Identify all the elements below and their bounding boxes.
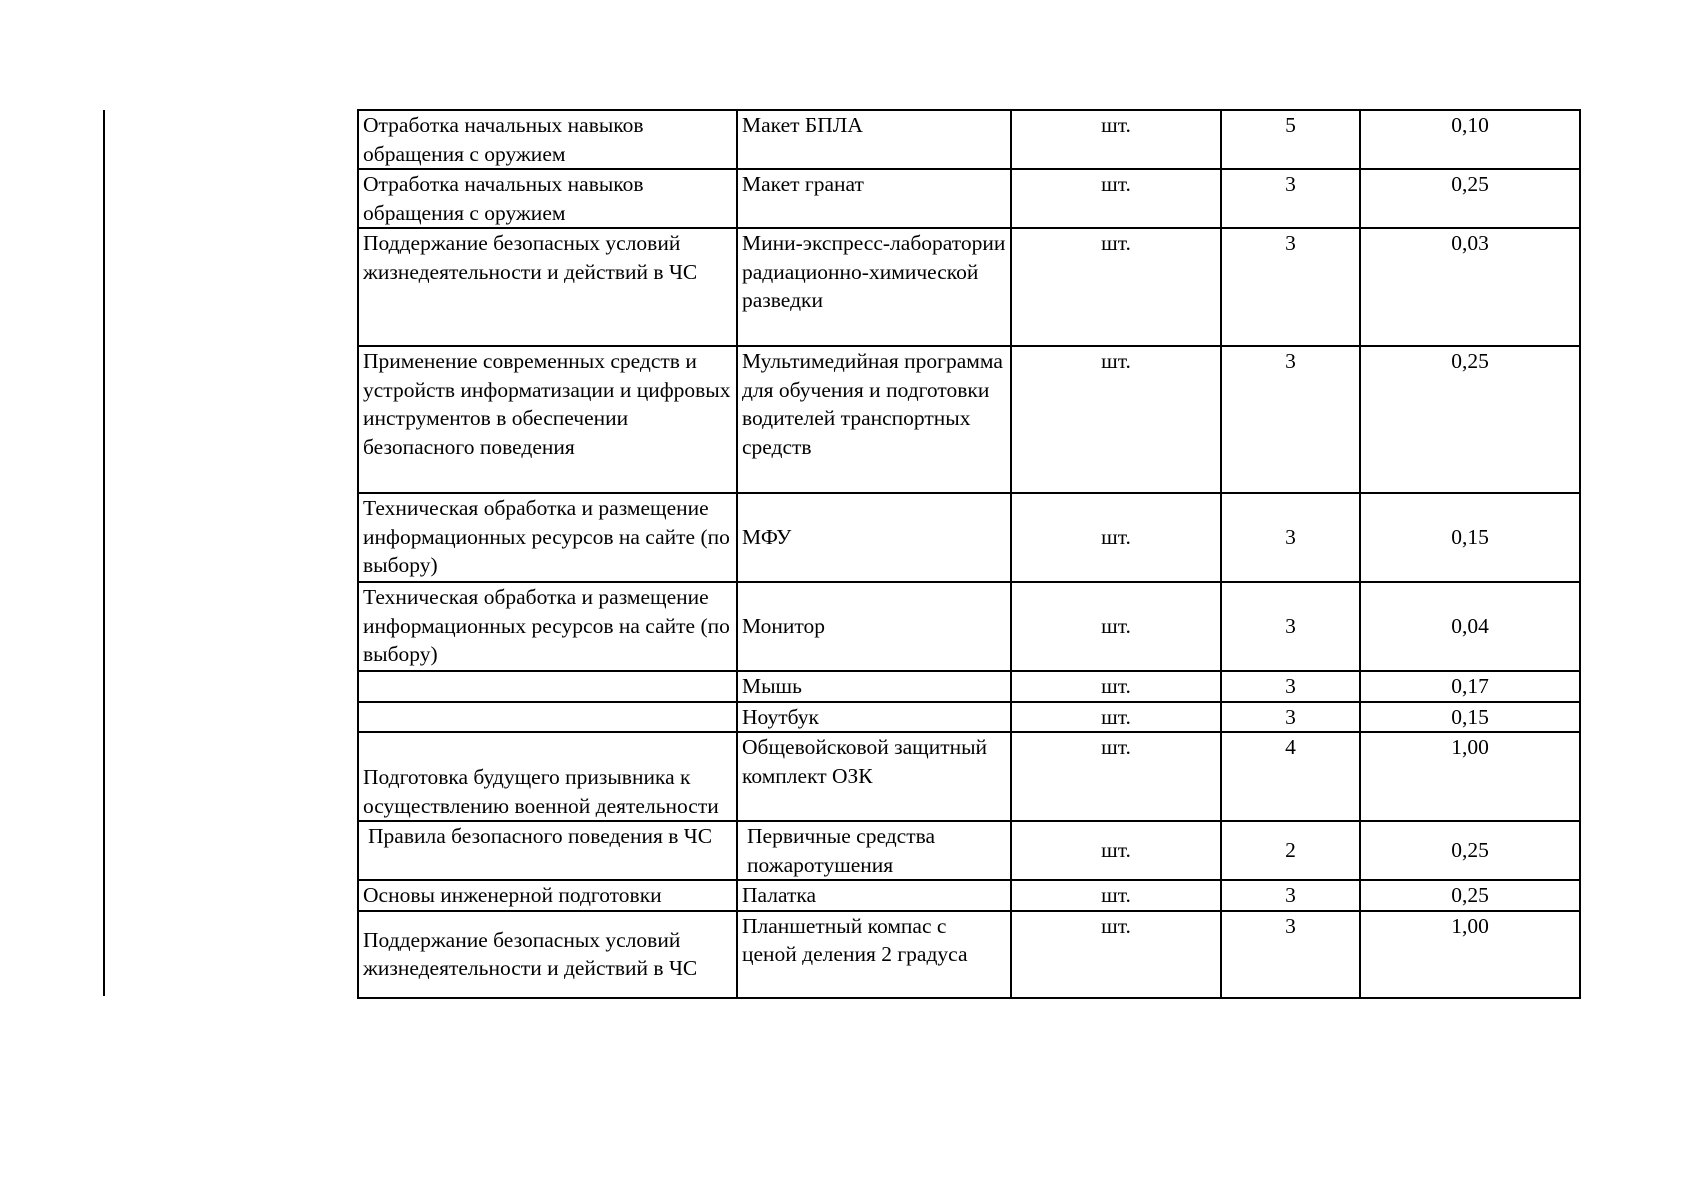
unit-cell: шт.	[1011, 702, 1221, 733]
item-cell: Мышь	[737, 671, 1011, 702]
item-cell: Макет гранат	[737, 169, 1011, 228]
qty-cell: 4	[1221, 732, 1360, 821]
unit-cell: шт.	[1011, 880, 1221, 911]
table-row	[358, 228, 1580, 346]
coef-cell: 0,25	[1360, 169, 1580, 228]
coef-cell: 0,25	[1360, 346, 1580, 493]
qty-cell: 3	[1221, 228, 1360, 346]
coef-cell: 0,15	[1360, 493, 1580, 582]
item-cell: Планшетный компас с ценой деления 2 градуса	[737, 911, 1011, 998]
section-cell: Применение современных средств и устройств информатизации и цифровых инструментов в обеспечении безопасного поведения	[358, 346, 737, 493]
section-cell: Техническая обработка и размещение информационных ресурсов на сайте (по выбору)	[358, 493, 737, 582]
qty-cell: 2	[1221, 821, 1360, 880]
coef-cell: 0,17	[1360, 671, 1580, 702]
qty-cell: 3	[1221, 582, 1360, 671]
coef-cell: 0,04	[1360, 582, 1580, 671]
qty-cell: 3	[1221, 911, 1360, 998]
item-cell: Общевойсковой защитный комплект ОЗК	[737, 732, 1011, 821]
item-cell: Монитор	[737, 582, 1011, 671]
coef-cell: 0,03	[1360, 228, 1580, 346]
item-cell: Первичные средства пожаротушения	[737, 821, 1011, 880]
unit-cell: шт.	[1011, 493, 1221, 582]
qty-cell: 5	[1221, 110, 1360, 169]
section-cell: Подготовка будущего призывника к осуществлению военной деятельности	[358, 732, 737, 821]
table-row	[358, 110, 1580, 169]
table-row	[358, 732, 1580, 821]
coef-cell: 0,25	[1360, 880, 1580, 911]
section-cell	[358, 702, 737, 733]
coef-cell: 1,00	[1360, 732, 1580, 821]
unit-cell: шт.	[1011, 346, 1221, 493]
table-row	[358, 493, 1580, 582]
equipment-table	[357, 109, 1581, 999]
section-cell: Правила безопасного поведения в ЧС	[358, 821, 737, 880]
coef-cell: 0,15	[1360, 702, 1580, 733]
table-row	[358, 702, 1580, 733]
section-cell: Отработка начальных навыков обращения с оружием	[358, 110, 737, 169]
table-row	[358, 821, 1580, 880]
section-cell: Основы инженерной подготовки	[358, 880, 737, 911]
item-cell: Ноутбук	[737, 702, 1011, 733]
unit-cell: шт.	[1011, 110, 1221, 169]
section-cell	[358, 671, 737, 702]
item-cell: МФУ	[737, 493, 1011, 582]
table-row	[358, 671, 1580, 702]
unit-cell: шт.	[1011, 911, 1221, 998]
table-row	[358, 169, 1580, 228]
qty-cell: 3	[1221, 671, 1360, 702]
item-cell: Палатка	[737, 880, 1011, 911]
table-row	[358, 911, 1580, 998]
table-row	[358, 880, 1580, 911]
unit-cell: шт.	[1011, 821, 1221, 880]
section-cell: Отработка начальных навыков обращения с оружием	[358, 169, 737, 228]
unit-cell: шт.	[1011, 732, 1221, 821]
qty-cell: 3	[1221, 880, 1360, 911]
coef-cell: 0,25	[1360, 821, 1580, 880]
qty-cell: 3	[1221, 169, 1360, 228]
table-row	[358, 582, 1580, 671]
qty-cell: 3	[1221, 493, 1360, 582]
unit-cell: шт.	[1011, 169, 1221, 228]
coef-cell: 1,00	[1360, 911, 1580, 998]
qty-cell: 3	[1221, 346, 1360, 493]
item-cell: Мини-экспресс-лаборатории радиационно-химической разведки	[737, 228, 1011, 346]
section-cell: Поддержание безопасных условий жизнедеятельности и действий в ЧС	[358, 911, 737, 998]
unit-cell: шт.	[1011, 582, 1221, 671]
qty-cell: 3	[1221, 702, 1360, 733]
section-cell: Поддержание безопасных условий жизнедеятельности и действий в ЧС	[358, 228, 737, 346]
coef-cell: 0,10	[1360, 110, 1580, 169]
item-cell: Мультимедийная программа для обучения и подготовки водителей транспортных средств	[737, 346, 1011, 493]
table-row	[358, 346, 1580, 493]
section-cell: Техническая обработка и размещение информационных ресурсов на сайте (по выбору)	[358, 582, 737, 671]
unit-cell: шт.	[1011, 671, 1221, 702]
item-cell: Макет БПЛА	[737, 110, 1011, 169]
left-margin-line	[103, 110, 105, 996]
unit-cell: шт.	[1011, 228, 1221, 346]
